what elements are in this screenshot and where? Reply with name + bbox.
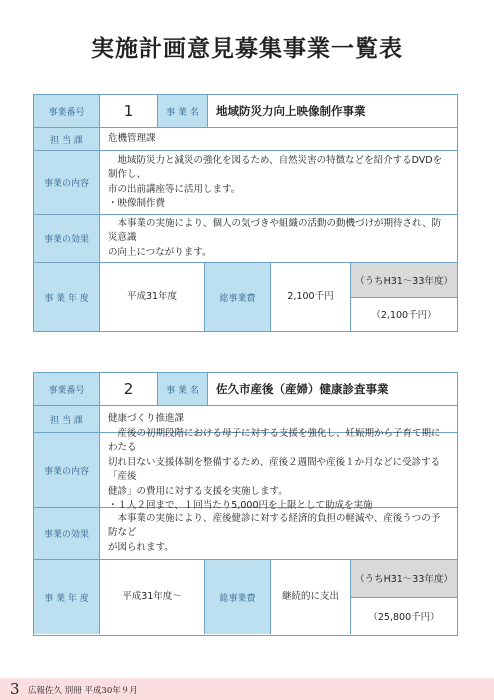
content-line: ・映像制作費: [108, 198, 166, 209]
project-number: 2: [100, 373, 158, 405]
footer-text: 広報佐久 別冊 平成30年９月: [28, 686, 138, 696]
breakdown-label: （うちH31～33年度）: [351, 560, 457, 598]
project-cost: 2,100千円: [271, 263, 351, 331]
breakdown-label: （うちH31～33年度）: [351, 263, 457, 298]
page-number: 3: [10, 680, 20, 698]
project-card-1: [33, 94, 458, 332]
label-cost: 総事業費: [205, 560, 271, 634]
content-line: ・１人２回まで、１回当たり5,000円を上限として助成を実施: [108, 500, 373, 511]
project-year: 平成31年度～: [100, 560, 205, 634]
label-dept: 担 当 課: [34, 128, 100, 150]
project-content: [100, 427, 457, 511]
label-cost: 総事業費: [205, 263, 271, 331]
project-name: 地域防災力向上映像制作事業: [216, 103, 366, 118]
content-line: 市の出前講座等に活用します。: [108, 183, 241, 195]
effect-line: の向上につながります。: [108, 246, 212, 258]
project-name: 佐久市産後（産婦）健康診査事業: [216, 381, 389, 396]
project-effect: [100, 508, 457, 559]
label-name: 事 業 名: [158, 95, 208, 127]
content-line: 地域防災力と減災の強化を図るため、自然災害の特徴などを紹介するDVDを制作し、: [108, 154, 443, 180]
content-line: 切れ目ない支援体制を整備するため、産後２週間や産後１か月などに受診する「産後: [108, 456, 441, 482]
project-number: 1: [100, 95, 158, 127]
project-year: 平成31年度: [100, 263, 205, 331]
label-content: 事業の内容: [34, 433, 100, 507]
project-content: [100, 151, 457, 214]
project-cost: 継続的に支出: [271, 560, 351, 634]
breakdown-value: （2,100千円）: [371, 310, 437, 322]
footer-bar: [0, 678, 494, 700]
page-title: 実施計画意見募集事業一覧表: [91, 36, 403, 62]
effect-line: 本事業の実施により、個人の気づきや組織の活動の動機づけが期待され、防災意識: [108, 217, 442, 244]
project-dept: 危機管理課: [108, 132, 156, 144]
project-card-2: [33, 372, 458, 636]
effect-line: 本事業の実施により、産後健診に対する経済的負担の軽減や、産後うつの予防など: [108, 512, 441, 539]
label-dept: 担 当 課: [34, 406, 100, 432]
effect-line: が図られます。: [108, 541, 174, 553]
project-effect: [100, 215, 457, 262]
label-number: 事業番号: [34, 95, 100, 127]
content-line: 産後の初期段階における母子に対する支援を強化し、妊娠期から子育て期にわたる: [108, 427, 441, 453]
label-effect: 事業の効果: [34, 215, 100, 262]
breakdown-value: （25,800千円）: [368, 611, 440, 623]
label-effect: 事業の効果: [34, 508, 100, 559]
cost-breakdown: [351, 560, 457, 634]
content-line: 健診」の費用に対する支援を実施します。: [108, 485, 288, 497]
label-year: 事 業 年 度: [34, 560, 100, 634]
project-dept: 健康づくり推進課: [108, 412, 185, 424]
label-name: 事 業 名: [158, 373, 208, 405]
cost-breakdown: [351, 263, 457, 331]
label-number: 事業番号: [34, 373, 100, 405]
label-content: 事業の内容: [34, 151, 100, 214]
label-year: 事 業 年 度: [34, 263, 100, 331]
